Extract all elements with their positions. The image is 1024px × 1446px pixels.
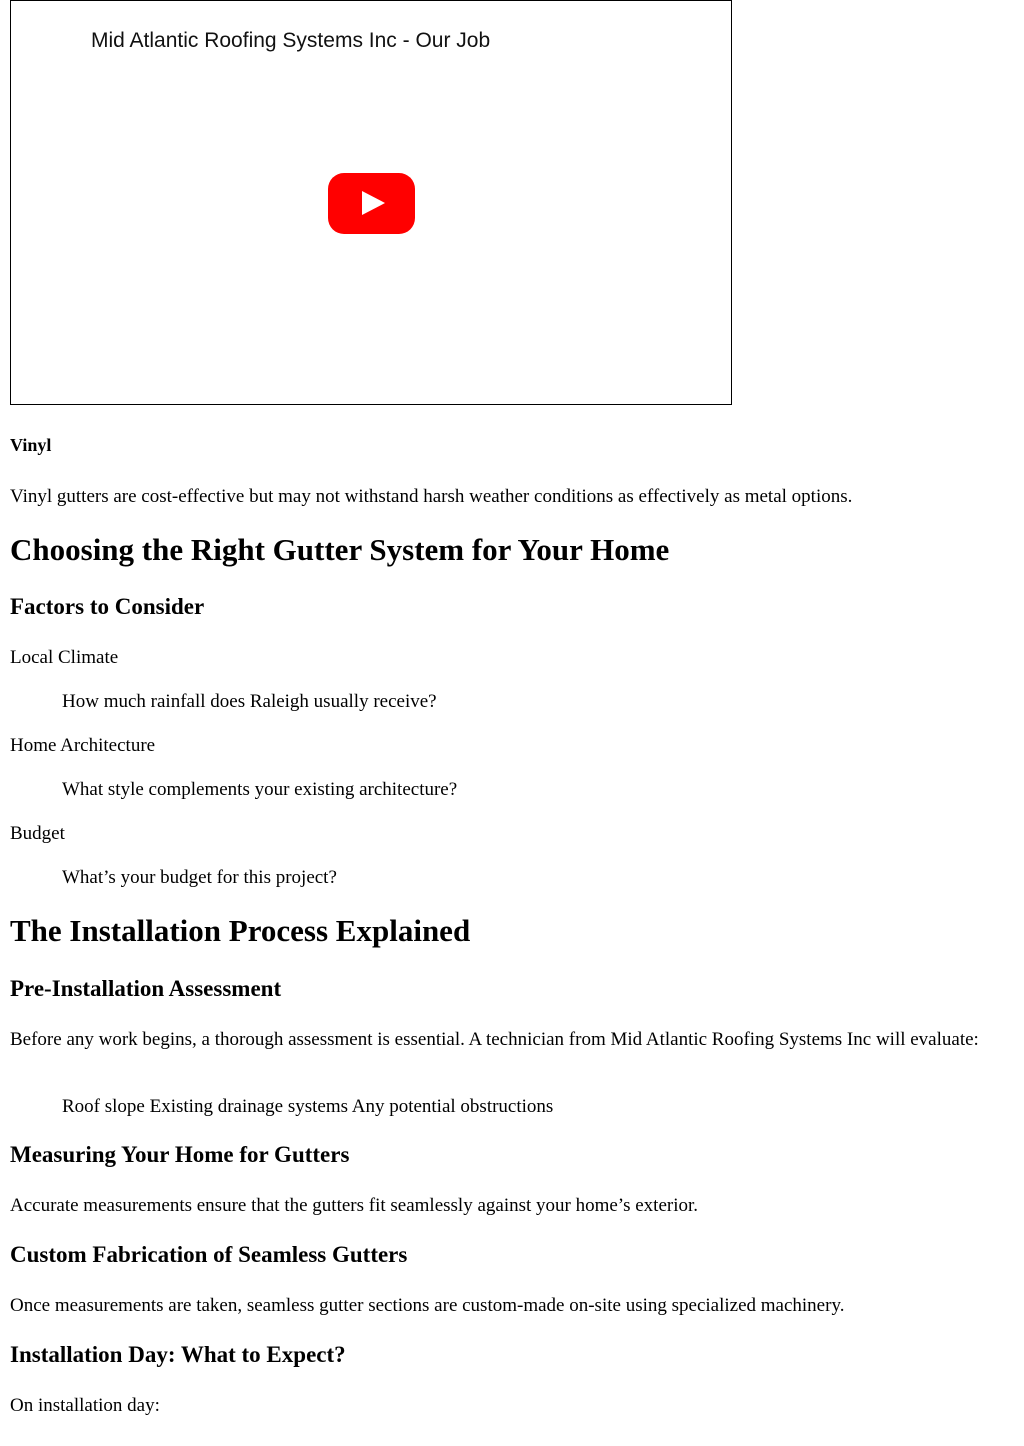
installation-day-text: On installation day: <box>10 1395 160 1416</box>
factor-term: Home Architecture <box>10 735 156 756</box>
video-embed[interactable] <box>10 0 732 405</box>
play-button[interactable] <box>328 173 415 234</box>
custom-fabrication-heading: Custom Fabrication of Seamless Gutters <box>10 1242 408 1267</box>
installation-heading: The Installation Process Explained <box>10 913 471 948</box>
pre-installation-list: Roof slope Existing drainage systems Any potential obstructions <box>62 1096 554 1117</box>
vinyl-heading: Vinyl <box>10 435 52 455</box>
video-title[interactable]: Mid Atlantic Roofing Systems Inc - Our Job <box>91 29 491 52</box>
factor-detail: How much rainfall does Raleigh usually receive? <box>62 691 437 712</box>
pre-installation-heading: Pre-Installation Assessment <box>10 976 282 1001</box>
custom-fabrication-text: Once measurements are taken, seamless gutter sections are custom-made on-site using specialized machinery. <box>10 1295 845 1316</box>
installation-day-heading: Installation Day: What to Expect? <box>10 1342 346 1367</box>
factor-detail: What style complements your existing architecture? <box>62 779 458 800</box>
play-icon <box>362 191 385 215</box>
factor-term: Budget <box>10 823 65 844</box>
measuring-text: Accurate measurements ensure that the gutters fit seamlessly against your home’s exterior. <box>10 1195 699 1216</box>
factor-detail: What’s your budget for this project? <box>62 867 337 888</box>
choosing-heading: Choosing the Right Gutter System for Your Home <box>10 532 670 567</box>
measuring-heading: Measuring Your Home for Gutters <box>10 1142 350 1167</box>
vinyl-text: Vinyl gutters are cost-effective but may not withstand harsh weather conditions as effectively as metal options. <box>10 486 853 507</box>
pre-installation-text: Before any work begins, a thorough assessment is essential. A technician from Mid Atlantic Roofing Systems Inc will evaluate: <box>10 1029 979 1050</box>
factor-term: Local Climate <box>10 647 119 668</box>
factors-heading: Factors to Consider <box>10 594 205 619</box>
